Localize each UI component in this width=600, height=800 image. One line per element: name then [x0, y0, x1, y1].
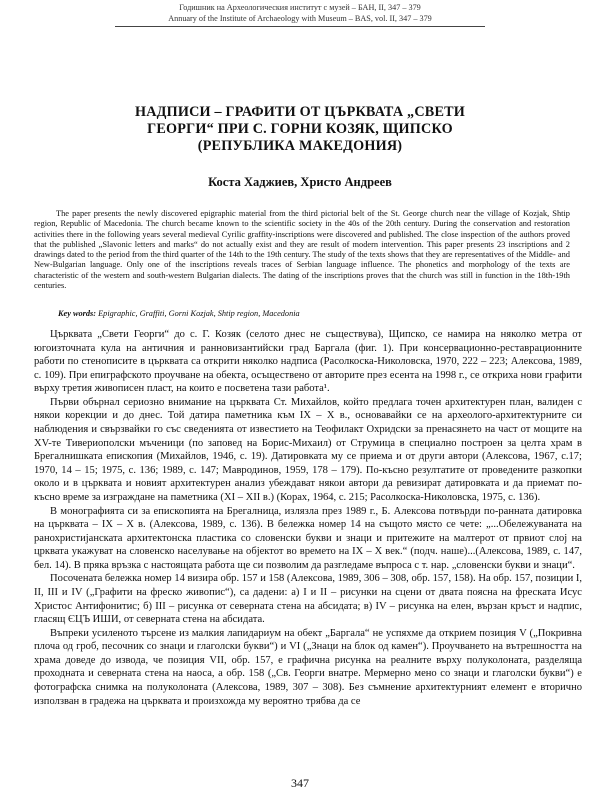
- title-line-1: НАДПИСИ – ГРАФИТИ ОТ ЦЪРКВАТА „СВЕТИ: [134, 104, 466, 120]
- article-title: [95, 104, 505, 155]
- running-header: [0, 2, 600, 24]
- header-line-en: Annuary of the Institute of Archaeology with Museum – BAS, vol. II, 347 – 379: [168, 14, 432, 23]
- keywords-text: Epigraphic, Graffiti, Gorni Kozjak, Shtip region, Macedonia: [98, 309, 300, 318]
- keywords-label: Key words:: [58, 309, 97, 318]
- title-line-2: ГЕОРГИ“ ПРИ С. ГОРНИ КОЗЯК, ЩИПСКО: [147, 121, 453, 137]
- header-rule: [115, 26, 485, 27]
- article-body: [34, 328, 582, 708]
- title-line-3: (РЕПУБЛИКА МАКЕДОНИЯ): [197, 138, 403, 154]
- body-paragraph-5: Въпреки усиленото търсене из малкия лапидариум на обект „Баргала“ не успяхме да открием позиция V („Покривна плоча од гроб, песочник со знаци и глаголски букви“) и VI („Знаци на блок од камен“). Проучването на вътрешността на храма доведе до извода, че позиция VII, обр. 157, е графична рисунка на реалните върху полуколоната, разделяща проходната и северната стена на наоса, а обр. 158 („Св. Георги внатре. Мермерно мено со знаци и глаголски букви“) е фотографска снимка на полуколоната (Алексова, 1989, 307 – 308). Без съмнение архитектурният елемент е вторично използван в градежа на църквата и произхожда му вероятно трябва да се: [34, 627, 582, 707]
- authors: Коста Хаджиев, Христо Андреев: [208, 175, 392, 189]
- keywords: [58, 309, 570, 318]
- body-paragraph-2: Първи обърнал сериозно внимание на църквата Ст. Михайлов, който предлага точен архитектурен план, валиден с някои корекции и до днес. Той датира паметника към IX – X в., основавайки се на археолого-архитектурните си наблюдения и свързвайки го със сведенията от известието на Теофилакт Охридски за пренасянето на част от мощите на XV-те Тивериополски мъченици (по заповед на Борис-Михаил) от Струмица в специално построен за целта храм в Брегалнишката епископия (Михайлов, 1946, с. 19). Датировката му се приема и от други автори (Алексова, 1967, с.17; 1970, 14 – 15; 1975, с. 136; 1989, с. 147; Мавродинов, 1959, 178 – 179). По-късно резултатите от проведените разкопки около и в църквата и новият архитектурен анализ убеждават някои автори да ревизират датировката и да приемат по-късно време за изграждане на паметника (XI – XII в.) (Корах, 1964, с. 215; Расолкоска-Николовска, 1975, с. 136).: [34, 396, 582, 503]
- header-line-bg: Годишник на Археологическия институт с музей – БАН, II, 347 – 379: [179, 3, 421, 12]
- body-paragraph-4: Посочената бележка номер 14 визира обр. 157 и 158 (Алексова, 1989, 306 – 308, обр. 157, 158). На обр. 157, позиции I, II, III и IV („Графити на фреско живопис“), са дадени: а) I и II – рисунки на сцени от двата поясна на фреската Исус Христос Антифонитис; б) III – рисунка от северната стена на абсидата; в) IV – рисунка на елен, вързан кръст и надпис, гласящ ЄЦЪ ИШИ, от северната стена на абсидата.: [34, 573, 582, 626]
- body-paragraph-1: Църквата „Свети Георги“ до с. Г. Козяк (селото днес не съществува), Щипско, се намира на няколко метра от югоизточната кула на античния и ранновизантийски град Баргала (фиг. 1). При консервационно-реставрационните работи по стенописите в църквата са открити няколко надписа (Расолкоска-Николовска, 1970, 222 – 223; Алексова, 1989, с. 109). При епиграфското проучване на обекта, осъществено от авторите през есента на 1998 г., се откриха нови графити върху третия живописен пласт, на които е посветена тази работа¹.: [34, 329, 582, 395]
- body-paragraph-3: В монографията си за епископията на Брегалница, излязла през 1989 г., Б. Алексова потвърди по-ранната датировка на църквата – IX – X в. (Алексова, 1989, с. 136). В бележка номер 14 на същото място се чете: „...Обележуваната на ранохристијанската архитектонска пластика со словенски букви и знаци и притежите на малтерот от првиот слој на црквата укажуват на словенско населување на објектот во времето на IX – X век.“ (подч. наше)...(Алексова, 1989, с. 147, бел. 14). В пряка връзка с настоящата работа ще си позволим да разгледаме въпроса с т. нар. „словенски букви и знаци“.: [34, 505, 582, 571]
- page-number: 347: [291, 776, 309, 790]
- abstract-text: The paper presents the newly discovered epigraphic material from the third pictorial belt of the St. George church near the village of Kozjak, Shtip region, Republic of Macedonia. The church became known to the scientific society in the 40s of the 20th century. During the conservation and restoration activities there in the following years several medieval Cyrilic graffity-inscriptions were discovered and published. The close inspection of the authors proved that the published „Slavonic letters and marks“ do not actually exist and they are result of modern intervention. This paper presents 23 inscriptions and 2 drawings dated to the period from the third quarter of the 14th to the 19th century. The study of the texts shows that they are representatives of the Middle- and New-Bulgarian language. Only one of the inscriptions reveals traces of Serbian language influence. The phonetics and morphology of the texts are characteristic of the western and south-western Bulgarian dialects. The dating of the inscriptions proves that the church was still in function in the 18th-19th centuries.: [34, 209, 570, 291]
- abstract: [34, 209, 570, 291]
